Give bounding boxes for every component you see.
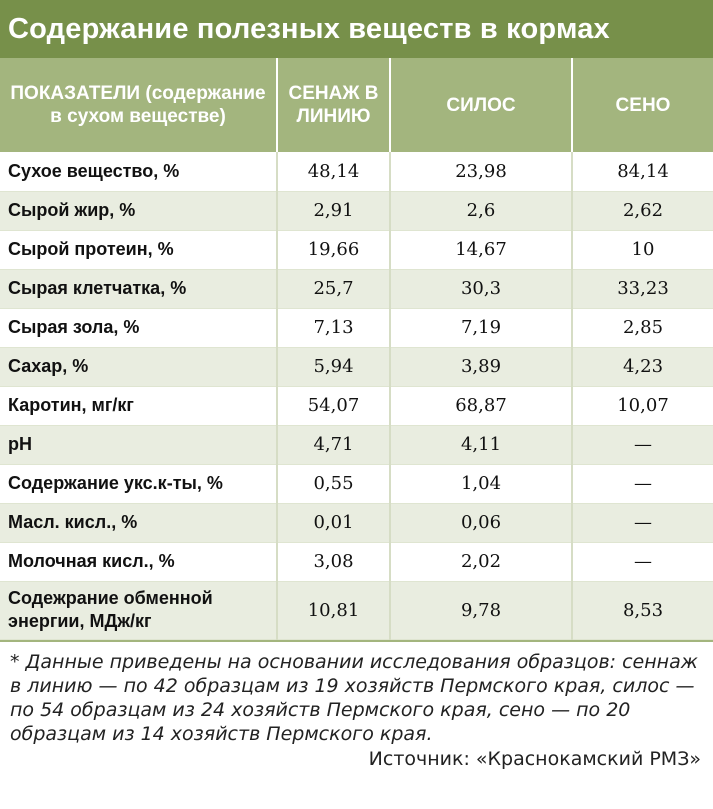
value-hay: — [572,503,713,542]
value-haylage: 25,7 [277,269,390,308]
row-label: Сырой протеин, % [0,230,277,269]
row-label: Сырая клетчатка, % [0,269,277,308]
value-silage: 2,6 [390,191,572,230]
table-row [0,581,713,639]
value-hay: 2,85 [572,308,713,347]
table-row [0,347,713,386]
value-silage: 7,19 [390,308,572,347]
value-haylage: 2,91 [277,191,390,230]
value-hay: — [572,542,713,581]
header-row [0,58,713,152]
value-hay: — [572,464,713,503]
value-hay: 4,23 [572,347,713,386]
value-hay: 33,23 [572,269,713,308]
value-silage: 3,89 [390,347,572,386]
value-haylage: 54,07 [277,386,390,425]
value-silage: 9,78 [390,581,572,639]
table-title: Содержание полезных веществ в кормах [0,0,713,58]
header-hay: СЕНО [572,58,713,152]
table-row [0,425,713,464]
value-silage: 68,87 [390,386,572,425]
footnote [0,640,713,746]
value-hay: — [572,425,713,464]
table-row [0,503,713,542]
table-row [0,464,713,503]
table-row [0,191,713,230]
value-haylage: 48,14 [277,152,390,191]
header-indicator: ПОКАЗАТЕЛИ (содержание в сухом веществе) [0,58,277,152]
table-row [0,386,713,425]
row-label: Масл. кисл., % [0,503,277,542]
value-haylage: 3,08 [277,542,390,581]
value-hay: 2,62 [572,191,713,230]
value-silage: 1,04 [390,464,572,503]
value-haylage: 0,55 [277,464,390,503]
value-hay: 8,53 [572,581,713,639]
value-silage: 4,11 [390,425,572,464]
value-hay: 10 [572,230,713,269]
row-label: Содержание укс.к-ты, % [0,464,277,503]
header-haylage: СЕНАЖ В ЛИНИЮ [277,58,390,152]
value-haylage: 10,81 [277,581,390,639]
source-line: Источник: «Краснокамский РМЗ» [368,747,701,770]
table-row [0,542,713,581]
row-label: Молочная кисл., % [0,542,277,581]
table-row [0,152,713,191]
value-haylage: 4,71 [277,425,390,464]
row-label: Сухое вещество, % [0,152,277,191]
value-silage: 2,02 [390,542,572,581]
value-haylage: 19,66 [277,230,390,269]
footnote-text: * Данные приведены на основании исследования образцов: сеннаж в линию — по 42 образцам из 19 хозяйств Пермского края, силос — по 54 образцам из 24 хозяйств Пермского края, сено — по 20 образцам из 14 хозяйств Пермского края. [10,650,698,745]
value-hay: 84,14 [572,152,713,191]
table-row [0,308,713,347]
value-haylage: 0,01 [277,503,390,542]
row-label: Каротин, мг/кг [0,386,277,425]
row-label: Сахар, % [0,347,277,386]
row-label: Сырая зола, % [0,308,277,347]
value-silage: 14,67 [390,230,572,269]
value-haylage: 5,94 [277,347,390,386]
value-silage: 30,3 [390,269,572,308]
table-row [0,269,713,308]
row-label: Содежрание обменной энергии, МДж/кг [0,581,277,639]
nutrients-table [0,58,713,640]
row-label: Сырой жир, % [0,191,277,230]
value-haylage: 7,13 [277,308,390,347]
header-silage: СИЛОС [390,58,572,152]
value-silage: 0,06 [390,503,572,542]
row-label: pH [0,425,277,464]
value-silage: 23,98 [390,152,572,191]
value-hay: 10,07 [572,386,713,425]
table-row [0,230,713,269]
